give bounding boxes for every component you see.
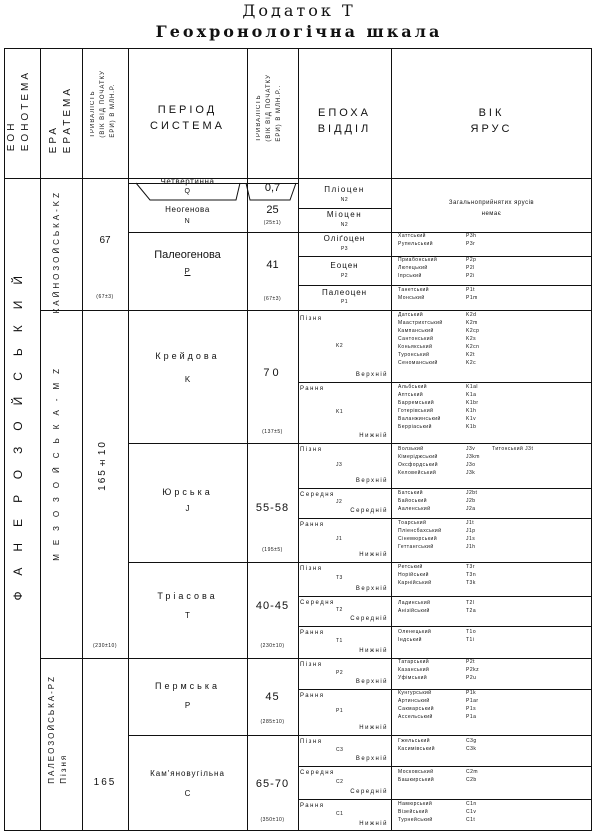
epoch-t2-division: Середній [350,616,388,622]
period-carboniferous-duration: 65-70 [255,778,290,790]
neogene-note: Загальноприйнятих ярусів немає [448,200,535,217]
stage-index: K2c [466,360,477,366]
stage-index: K2s [466,336,477,342]
stage-name: Монський [398,295,425,301]
stage-name: Ладинський [398,600,431,606]
epoch-pliocene: Пліоцен [324,185,365,194]
stage-index: J1s [466,536,476,542]
stage-index: J3v [466,446,476,452]
period-paleogene-age: (67±3) [263,296,282,302]
stage-index: T1o [466,629,477,635]
epoch-t1-symbol: T1 [336,638,343,644]
period-quaternary: Четвертинна [160,177,215,186]
stage-index: K2m [466,320,478,326]
stage-index: K1br [466,400,479,406]
stage-index: P1k [466,690,477,696]
col-age-header: ВІК ЯРУС [470,107,513,135]
stage-name: Датський [398,312,424,318]
epoch-p1-label: Рання [300,693,325,699]
stage-index: J1p [466,528,476,534]
stage-index: K1v [466,416,477,422]
stage-name: Аптський [398,392,424,398]
period-neogene-duration: 25 [266,204,279,216]
period-jurassic-age: (195±5) [262,547,283,553]
epoch-p2-division: Верхній [355,679,388,685]
period-triassic-duration: 40-45 [255,600,290,612]
epoch-k2-symbol: K2 [336,343,344,349]
stage-name: Рупельський [398,241,434,247]
stage-index: J1t [466,520,475,526]
era-cenozoic-age: (67±3) [96,294,114,300]
period-carboniferous: Кам'яновугільна [150,769,225,778]
stage-name: Сакмарський [398,706,435,712]
stage-name: Оксфордський [398,462,438,468]
epoch-c1-division: Нижній [359,821,388,827]
period-cretaceous-symbol: K [184,375,191,384]
stage-name: Готерівський [398,408,434,414]
stage-name: Лютецький [398,265,428,271]
stage-index: J2bt [466,490,478,496]
epoch-c3-label: Пізня [300,739,323,745]
epoch-c1-symbol: C1 [336,811,344,817]
stage-name: Хаттський [398,233,426,239]
epoch-j3-label: Пізня [300,447,323,453]
epoch-c3-division: Верхній [355,756,388,762]
epoch-j3-symbol: J3 [336,461,343,468]
period-permian-duration: 45 [265,691,280,703]
era-paleozoic-duration: 165 [93,777,117,788]
stage-index: K1h [466,408,477,414]
epoch-p2-symbol: P2 [336,669,344,676]
period-permian: Пермська [155,681,220,691]
period-jurassic-duration: 55-58 [255,502,290,514]
period-triassic-symbol: T [185,611,190,620]
stage-index: C2m [466,769,479,775]
period-cretaceous: Крейдова [155,351,220,361]
epoch-miocene-symbol: N2 [340,222,349,228]
stage-index: J3o [466,462,476,468]
stage-name: Кімеріджський [398,454,438,460]
epoch-t2-symbol: T2 [336,607,343,613]
epoch-j3-division: Верхній [355,478,388,484]
stage-index: K1al [466,384,479,390]
stage-index: J3km [466,454,480,460]
stage-name: Альбський [398,384,428,390]
stage-name: Танетський [398,287,430,293]
eon-name: ФАНЕРОЗОЙСЬКИЙ [11,260,25,601]
stage-name: Маастрихтський [398,320,443,326]
stage-name: Волзький [398,446,424,452]
stage-index: C1v [466,809,477,815]
epoch-oligocene-symbol: P3 [340,246,349,252]
stage-name: Ааленський [398,506,431,512]
col-eon-header: ЕОН ЕОНОТЕМА [6,70,31,152]
stage-index: P2t [466,659,476,665]
stage-index: C3g [466,738,477,744]
stage-name: Артинський [398,698,430,704]
stage-index: P1ar [466,698,479,704]
stage-index: J3k [466,470,476,476]
stage-name: Байоський [398,498,428,504]
period-neogene: Неогенова [165,205,210,214]
stage-name: Геттангський [398,544,434,550]
period-quaternary-symbol: Q [184,188,191,195]
stage-name: Намюрський [398,801,433,807]
epoch-eocene: Еоцен [330,261,359,270]
stage-name: Батський [398,490,424,496]
stage-name: Сеноманський [398,360,438,366]
stage-name: Уфімський [398,675,428,681]
epoch-j1-division: Нижній [359,552,388,558]
stage-name: Приабонський [398,257,438,263]
epoch-pliocene-symbol: N2 [340,197,349,203]
epoch-miocene: Міоцен [326,210,363,219]
epoch-k2-division: Верхній [355,372,388,378]
period-carboniferous-age: (350±10) [260,817,285,823]
stage-name: Келовейський [398,470,437,476]
period-permian-age: (285±10) [260,719,285,725]
epoch-j2-division: Середній [350,508,388,514]
stage-name: Барремський [398,400,435,406]
period-paleogene-symbol: P [184,267,191,276]
era-mesozoic-duration: 165±10 [97,440,108,491]
stage-index: T2l [466,600,475,606]
stage-name: Сантонський [398,336,434,342]
epoch-j2-label: Середня [300,492,335,498]
stage-index: P1t [466,287,476,293]
stage-name: Кунгурський [398,690,432,696]
period-quaternary-duration: 0,7 [264,182,281,194]
period-jurassic: Юрська [162,487,213,497]
stage-index: J2a [466,506,476,512]
epoch-p2-label: Пізня [300,662,323,668]
period-cretaceous-age: (137±5) [262,429,283,435]
stage-name: Турнейський [398,817,433,823]
stage-name: Ассельський [398,714,433,720]
era-mesozoic: МЕЗОЗОЙСЬКА-MZ [52,360,61,561]
epoch-paleocene: Палеоцен [321,288,368,297]
stage-name: Валанжинський [398,416,441,422]
epoch-j1-symbol: J1 [336,536,343,542]
epoch-k1-division: Нижній [359,433,388,439]
col-era-duration-header: ТРИВАЛІСТЬ (ВІК ВІД ПОЧАТКУ ЕРИ) В МЛН.Р. [90,70,116,138]
epoch-k1-symbol: K1 [336,408,344,415]
stage-name: Індський [398,637,422,643]
stage-index: C1t [466,817,476,823]
era-mesozoic-age: (230±10) [93,643,117,649]
stage-name: Іпрський [398,273,422,279]
stage-index: C2b [466,777,477,783]
period-paleogene: Палеогенова [154,249,221,261]
epoch-eocene-symbol: P2 [340,273,349,279]
stage-index: P3r [466,241,476,247]
stage-index: P1a [466,714,477,720]
col-period-header: ПЕРІОД СИСТЕМА [150,104,225,132]
stage-name: Анізійський [398,608,430,614]
stage-name: Гжельський [398,738,431,744]
stage-index: K2cp [466,328,480,334]
epoch-t2-label: Середня [300,600,335,606]
col-period-duration-header: ТРИВАЛІСТЬ (ВІК ВІД ПОЧАТКУ ЕРИ) В МЛН.Р.. [256,74,282,142]
stage-name: Ретський [398,564,423,570]
epoch-k1-label: Рання [300,386,325,392]
stage-index: C1n [466,801,477,807]
stage-index: K2t [466,352,476,358]
epoch-c2-division: Середній [350,789,388,795]
stage-name: Казанський [398,667,430,673]
stage-name: Візейський [398,809,429,815]
stage-index: T3n [466,572,477,578]
stage-index: C3k [466,746,477,752]
epoch-j1-label: Рання [300,522,325,528]
stage-name: Татарський [398,659,430,665]
stage-name: Московський [398,769,434,775]
era-paleozoic: ПАЛЕОЗОЙСЬКА-PZ Пізня [47,675,68,784]
epoch-t3-symbol: T3 [336,575,343,581]
epoch-oligocene: Оліґоцен [323,234,366,243]
period-jurassic-symbol: J [185,504,190,513]
period-triassic-age: (230±10) [260,643,285,649]
stage-index: P2l [466,265,475,271]
stage-name: Карнійський [398,580,432,586]
stage-index: J1h [466,544,476,550]
era-cenozoic: КАЙНОЗОЙСЬКА-KZ [52,190,61,314]
epoch-t1-label: Рання [300,630,325,636]
period-neogene-age: (25±1) [263,220,282,226]
col-epoch-header: ЕПОХА ВІДДІЛ [317,107,372,135]
stage-name: Оленецький [398,629,432,635]
stage-index: K2d [466,312,477,318]
stage-name: Норійський [398,572,429,578]
epoch-c2-symbol: C2 [336,778,344,785]
period-carboniferous-symbol: C [184,789,191,798]
period-permian-symbol: P [184,701,191,710]
epoch-paleocene-symbol: P1 [340,299,349,305]
stage-index: T1i [466,637,475,643]
stage-name: Кампанський [398,328,434,334]
period-neogene-symbol: N [184,218,191,225]
stage-index: T3k [466,580,476,586]
stage-name: Сінемюрський [398,536,438,542]
stage-index: P1m [466,295,478,301]
stage-name: Башкирський [398,777,435,783]
epoch-c2-label: Середня [300,770,335,776]
stage-index: T3r [466,564,475,570]
stage-index: P2p [466,257,477,263]
epoch-k2-label: Пізня [300,316,323,322]
page-title: Геохронологічна шкала [155,22,443,41]
epoch-j2-symbol: J2 [336,499,343,505]
stage-index: P2i [466,273,475,279]
epoch-c1-label: Рання [300,803,325,809]
stage-index: P2u [466,675,477,681]
epoch-t3-label: Пізня [300,566,323,572]
epoch-c3-symbol: C3 [336,746,344,753]
epoch-p1-division: Нижній [359,725,388,731]
stage-name: Пліенсбахський [398,528,442,534]
period-triassic: Тріасова [157,591,218,601]
stage-name: Туронський [398,352,430,358]
stage-name: Коньякський [398,344,433,350]
era-cenozoic-duration: 67 [99,235,111,246]
stage-j3-extra: Титонський J3t [492,446,534,452]
epoch-p1-symbol: P1 [336,708,344,714]
stage-name: Тоарський [398,520,427,526]
stage-name: Берріаський [398,424,432,430]
stage-index: J2b [466,498,476,504]
epoch-t3-division: Верхній [355,586,388,592]
stage-index: T2a [466,608,477,614]
stage-index: P2kz [466,667,480,673]
stage-index: K1b [466,424,477,430]
col-era-header: ЕРА ЕРАТЕМА [48,86,73,154]
period-paleogene-duration: 41 [266,259,279,271]
period-cretaceous-duration: 70 [263,367,282,379]
stage-index: P3h [466,233,477,239]
appendix-label: Додаток Т [242,1,356,20]
epoch-t1-division: Нижній [359,648,388,654]
stage-index: K1a [466,392,477,398]
stage-index: P1s [466,706,477,712]
stage-index: K2cn [466,344,480,350]
stage-name: Касимівський [398,746,436,752]
